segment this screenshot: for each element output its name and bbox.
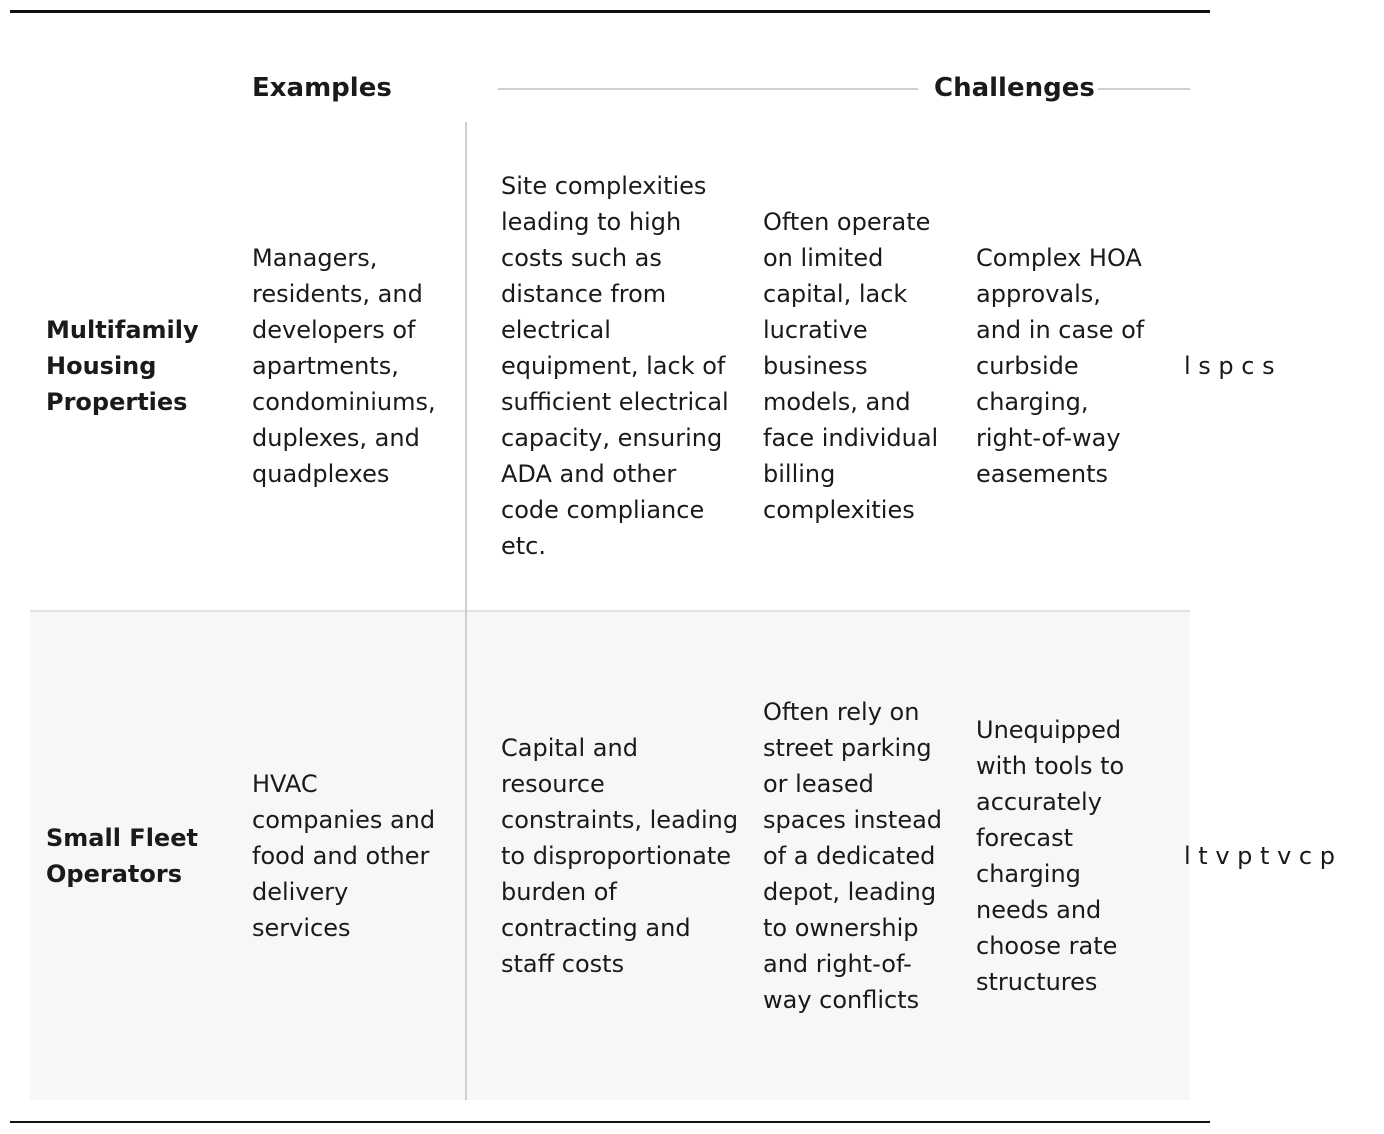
row-examples: Managers, residents, and developers of apartments, condominiums, duplexes, and quadplexes (252, 244, 436, 488)
row-examples: HVAC companies and food and other delivery services (252, 770, 436, 942)
challenges-table (30, 60, 1335, 1100)
top-rule (10, 10, 1210, 13)
challenge-cell-clipped: l t v p t v c p (1184, 842, 1335, 870)
table-row (30, 612, 1335, 1100)
challenge-cell: Often operate on limited capital, lack lucrative business models, and face individual billing complexities (763, 208, 939, 524)
challenges-header-rule-left (498, 88, 918, 90)
challenge-cell: Complex HOA approvals, and in case of curbside charging, right-of-way easements (976, 244, 1145, 488)
challenge-cell: Unequipped with tools to accurately forecast charging needs and choose rate structures (976, 716, 1125, 996)
challenges-column-header: Challenges (934, 73, 1095, 103)
column-divider (465, 122, 467, 1100)
row-category: Small Fleet Operators (46, 824, 198, 888)
challenge-cell-clipped: l s p c s (1184, 352, 1275, 380)
challenges-header-rule-right (1098, 88, 1190, 90)
table-row (30, 122, 1275, 610)
challenge-cell: Site complexities leading to high costs such as distance from electrical equipment, lack of sufficient electrical capacity, ensuring ADA and other code compliance etc. (501, 172, 729, 560)
bottom-rule (10, 1121, 1210, 1123)
examples-column-header: Examples (252, 73, 392, 103)
challenge-cell: Often rely on street parking or leased spaces instead of a dedicated depot, leading to ownership and right-of-way conflicts (763, 698, 943, 1014)
challenge-cell: Capital and resource constraints, leading to disproportionate burden of contracting and staff costs (501, 734, 739, 978)
row-category: Multifamily Housing Properties (46, 316, 199, 416)
